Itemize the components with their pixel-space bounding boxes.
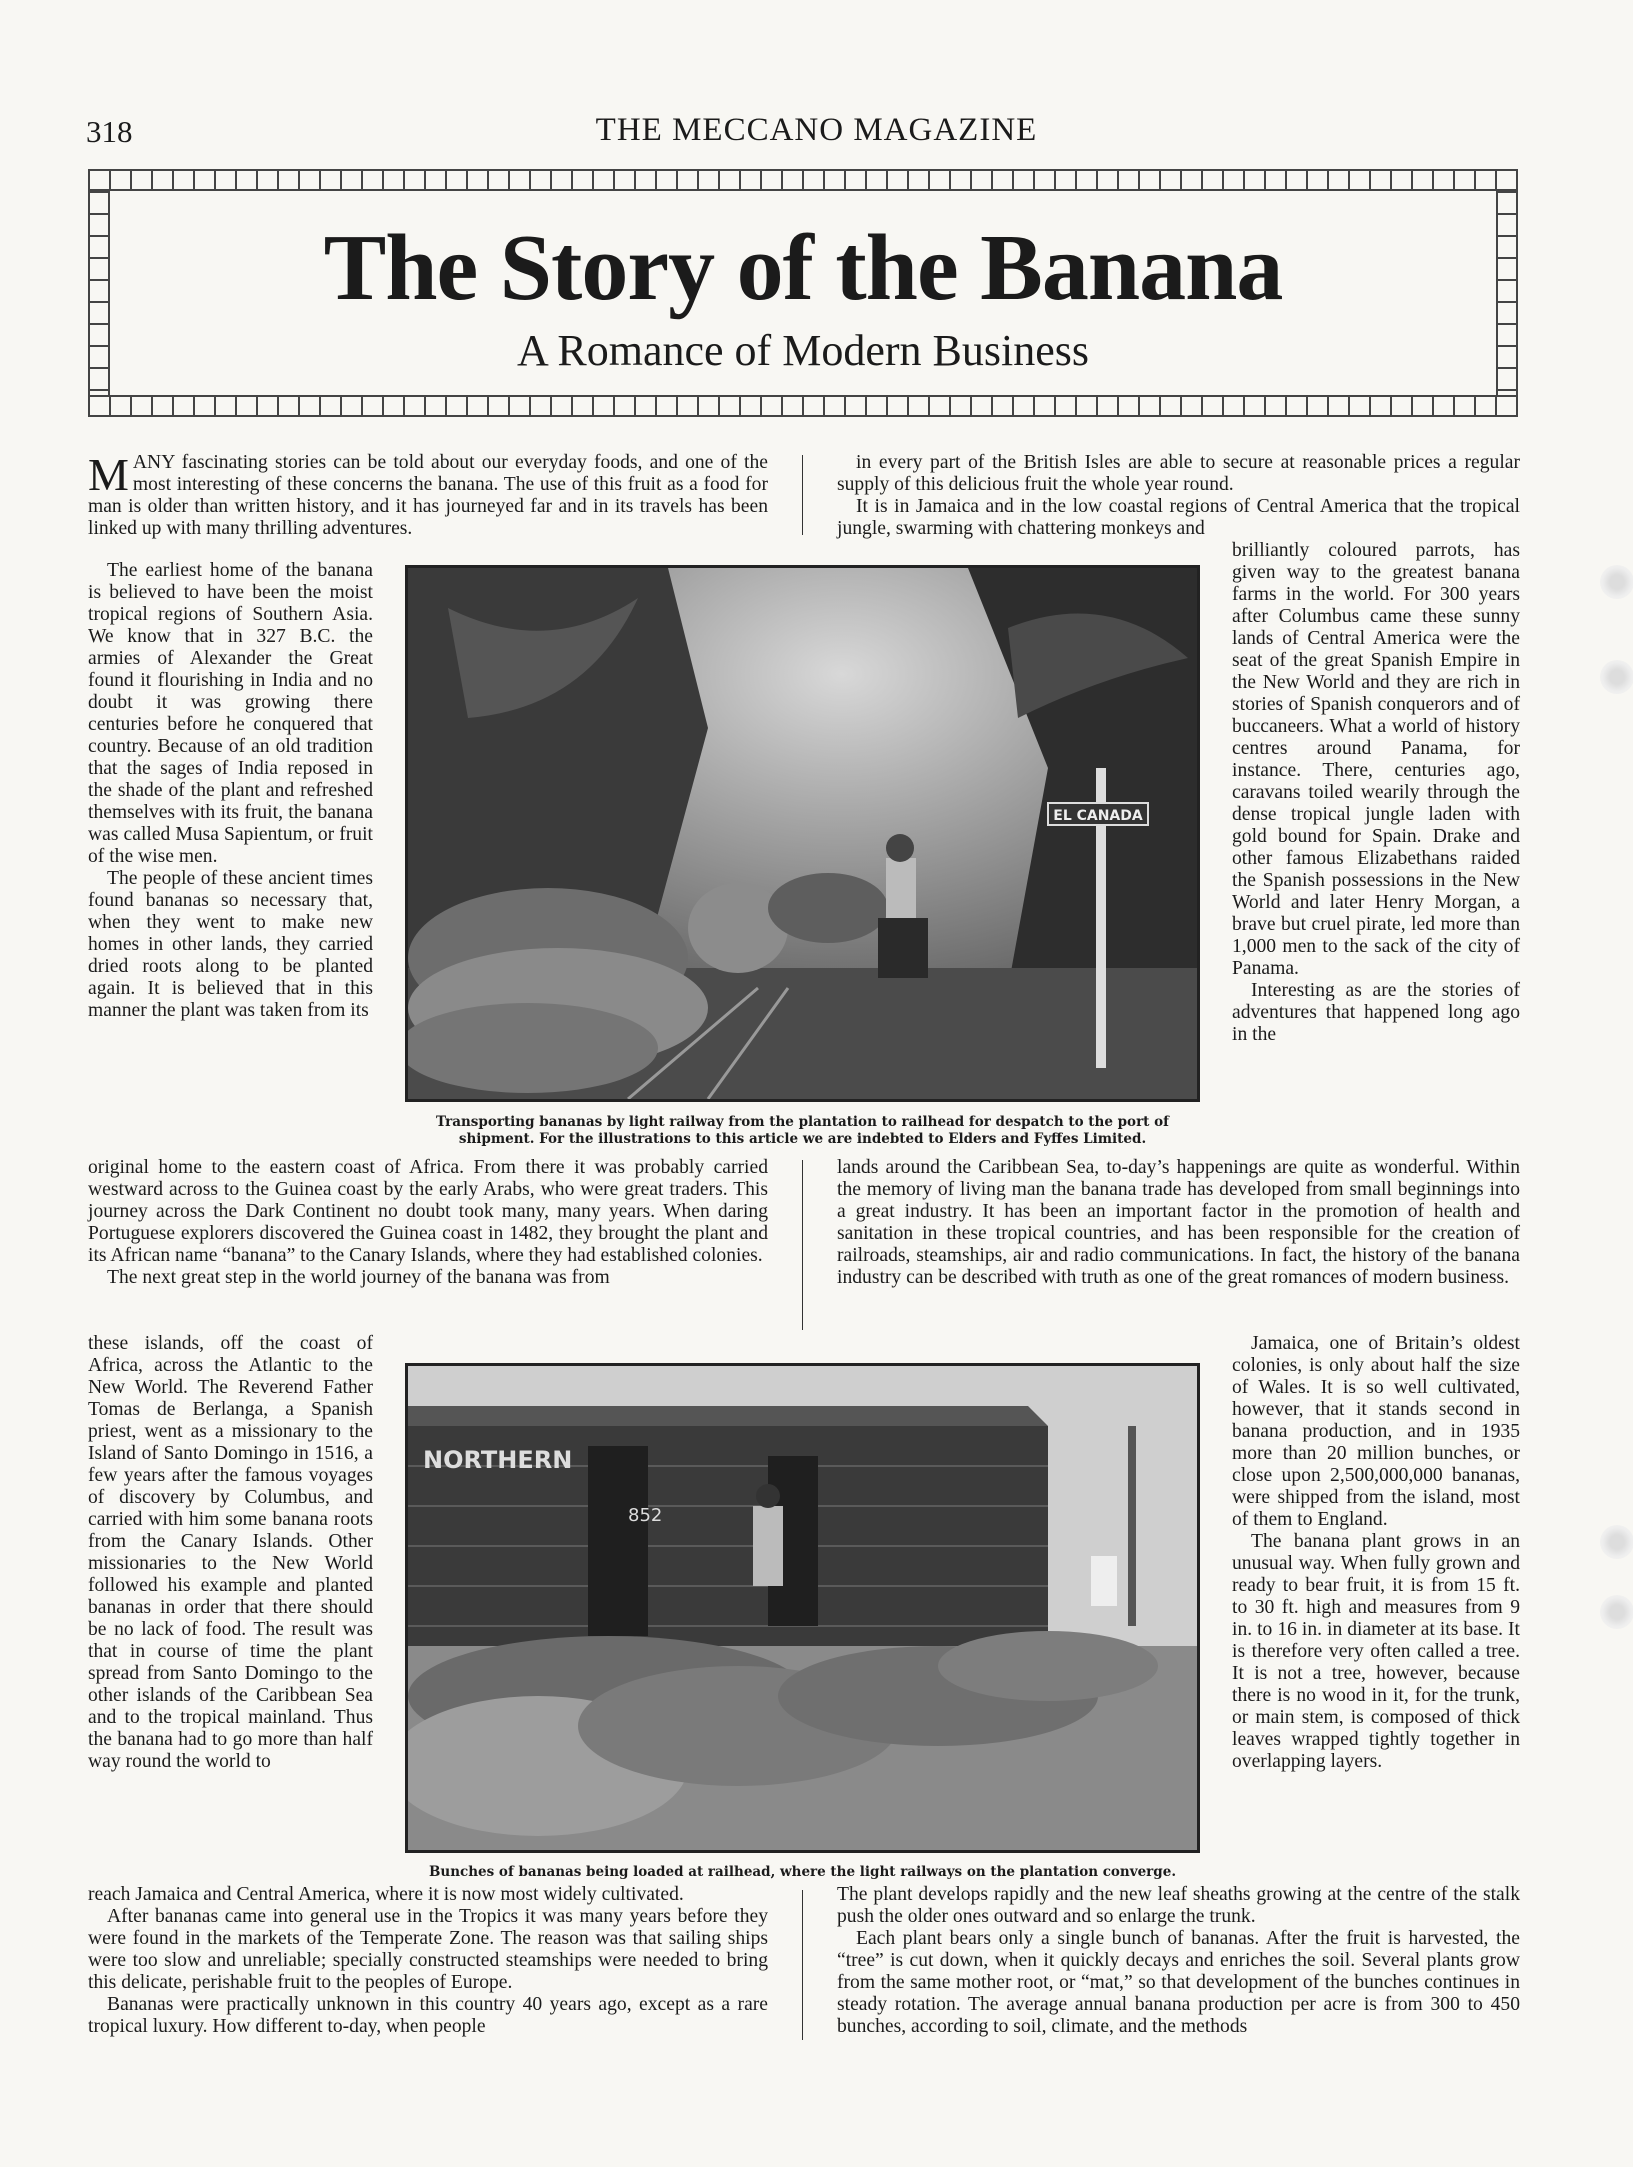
station-sign: EL CANADA (1053, 808, 1143, 824)
paragraph-3b: original home to the eastern coast of Africa. From there it was probably carried westward across to the Guinea coast by the early Arabs, who were great traders. This journey across the Dark Continent no doubt took many, many years. When daring Portuguese explorers discovered the Guinea coast in 1482, they brought the plant and its African name “banana” to the Canary Islands, where they had established colonies. (88, 1157, 768, 1266)
photo1-caption: Transporting bananas by light railway from the plantation to railhead for despatch to the port of shipment. For the illustrations to this article we are indebted to Elders and Fyffes Limited. (436, 1114, 1169, 1147)
paragraph-r1: in every part of the British Isles are able to secure at reasonable prices a regular supply of this delicious fruit the whole year round. (837, 452, 1520, 495)
right-column-bottom (837, 1884, 1520, 2038)
paragraph-2: The earliest home of the banana is believed to have been the moist tropical regions of Southern Asia. We know that in 327 B.C. the armies of Alexander the Great found it flourishing in India and no doubt it was growing there centuries before he conquered that country. Because of an old tradition that the sages of India reposed in the shade of the plant and refreshed themselves with its fruit, the banana was called Musa Sapientum, or fruit of the wise men. (88, 560, 373, 867)
paragraph-r5b: The plant develops rapidly and the new leaf sheaths growing at the centre of the stalk push the older ones outward and so enlarge the trunk. (837, 1884, 1520, 1927)
left-narrow-column-2 (88, 1333, 373, 1773)
article-subtitle: A Romance of Modern Business (517, 326, 1089, 375)
left-column-middle (88, 1157, 768, 1289)
paragraph-r6: Each plant bears only a single bunch of bananas. After the fruit is harvested, the “tree” is cut down, when it quickly decays and enriches the soil. Several plants grow from the same mother root, or “mat,” so that development of the bunches continues in steady rotation. The average annual banana production per acre is from 300 to 450 bunches, according to soil, climate, and the methods (837, 1928, 1520, 2037)
paragraph-4c: reach Jamaica and Central America, where it is now most widely cultivated. (88, 1884, 684, 1905)
photo2-caption: Bunches of bananas being loaded at railhead, where the light railways on the plantation converge. (428, 1864, 1177, 1880)
plantation-illustration (408, 568, 1197, 1099)
column-rule-middle (802, 1160, 803, 1330)
binder-hole-top (1600, 565, 1633, 599)
right-narrow-column-2 (1232, 1333, 1520, 1773)
binder-hole-lower (1600, 1525, 1633, 1559)
paragraph-5: After bananas came into general use in the Tropics it was many years before they were found in the markets of the Temperate Zone. The reason was that sailing ships were too slow and unreliable; specially constructed steamships were needed to bring this delicate, perishable fruit to the peoples of Europe. (88, 1906, 768, 1993)
paragraph-r5a: The banana plant grows in an unusual way. When fully grown and ready to bear fruit, it is from 15 ft. to 30 ft. high and measures from 9 in. to 16 in. in diameter at its base. It is therefore very often called a tree. It is not a tree, however, because there is no wood in it, for the trunk, or main stem, is composed of thick leaves wrapped tightly together in overlapping layers. (1232, 1531, 1520, 1772)
photo-bananas-railhead (405, 1363, 1200, 1853)
paragraph-3a: The people of these ancient times found bananas so necessary that, when they went to make new homes in other lands, they carried dried roots along to be planted again. It is believed that in this manner the plant was taken from its (88, 868, 373, 1021)
binder-hole-bottom (1600, 1595, 1633, 1629)
column-rule-bottom (802, 1890, 803, 2040)
column-rule-top (802, 455, 803, 535)
left-narrow-column-1 (88, 560, 373, 1022)
page-number: 318 (86, 114, 133, 149)
paragraph-r3a: Interesting as are the stories of adventures that happened long ago in the (1232, 980, 1520, 1045)
right-column-top (837, 452, 1520, 540)
left-column-top (88, 449, 768, 540)
paragraph-1: MANY fascinating stories can be told about our everyday foods, and one of the most interesting of these concerns the banana. The use of this fruit as a food for man is older than written history, and it has journeyed far and in its travels has been linked up with many thrilling adventures. (88, 449, 768, 539)
railhead-illustration (408, 1366, 1197, 1850)
paragraph-4a: The next great step in the world journey of the banana was from (107, 1267, 610, 1288)
photo-banana-plantation-railway (405, 565, 1200, 1102)
right-narrow-column-1 (1232, 540, 1520, 1046)
paragraph-r2b: brilliantly coloured parrots, has given way to the greatest banana farms in the world. For 300 years after Columbus came these sunny lands of Central America were the seat of the great Spanish Empire in the New World and they are rich in stories of Spanish conquerors and of buccaneers. What a world of history centres around Panama, for instance. There, centuries ago, caravans toiled wearily through the dense tropical jungle laden with gold bound for Spain. Drake and other famous Elizabethans raided the Spanish possessions in the New World and later Henry Morgan, a brave but cruel pirate, led more than 1,000 men to the sack of the city of Panama. (1232, 540, 1520, 979)
paragraph-r3b: lands around the Caribbean Sea, to-day’s happenings are quite as wonderful. Within the memory of living man the banana trade has developed from small beginnings into a great industry. It has been an important factor in the promotion of health and sanitation in these tropical countries, and has been responsible for the creation of railroads, steamships, air and radio communications. In fact, the history of the banana industry can be described with truth as one of the great romances of modern business. (837, 1157, 1520, 1288)
wagon-number: 852 (628, 1505, 663, 1526)
magazine-title: THE MECCANO MAGAZINE (595, 112, 1038, 148)
paragraph-r2a: It is in Jamaica and in the low coastal regions of Central America that the tropical jungle, swarming with chattering monkeys and (837, 496, 1520, 539)
wagon-lettering: NORTHERN (423, 1446, 573, 1474)
right-column-middle (837, 1157, 1520, 1289)
paragraph-4b: these islands, off the coast of Africa, across the Atlantic to the New World. The Reverend Father Tomas de Berlanga, a Spanish priest, went as a missionary to the Island of Santo Domingo in 1516, a few years after the famous voyages of discovery by Columbus, and carried with him some banana roots from the Canary Islands. Other missionaries to the New World followed his example and planted bananas in order that there should be no lack of food. The result was that in course of time the plant spread from Santo Domingo to the other islands of the Caribbean Sea and to the tropical mainland. Thus the banana had to go more than half way round the world to (88, 1333, 373, 1772)
article-title: The Story of the Banana (323, 216, 1283, 320)
drop-cap: M (88, 449, 129, 500)
binder-hole-upper (1600, 660, 1633, 694)
left-column-bottom (88, 1884, 768, 2038)
paragraph-6: Bananas were practically unknown in this country 40 years ago, except as a rare tropical luxury. How different to-day, when people (88, 1994, 768, 2037)
paragraph-r4: Jamaica, one of Britain’s oldest colonies, is only about half the size of Wales. It is so well cultivated, however, that it stands second in banana production, and in 1935 more than 20 million bunches, or close upon 2,500,000,000 bananas, were shipped from the island, most of them to England. (1232, 1333, 1520, 1530)
